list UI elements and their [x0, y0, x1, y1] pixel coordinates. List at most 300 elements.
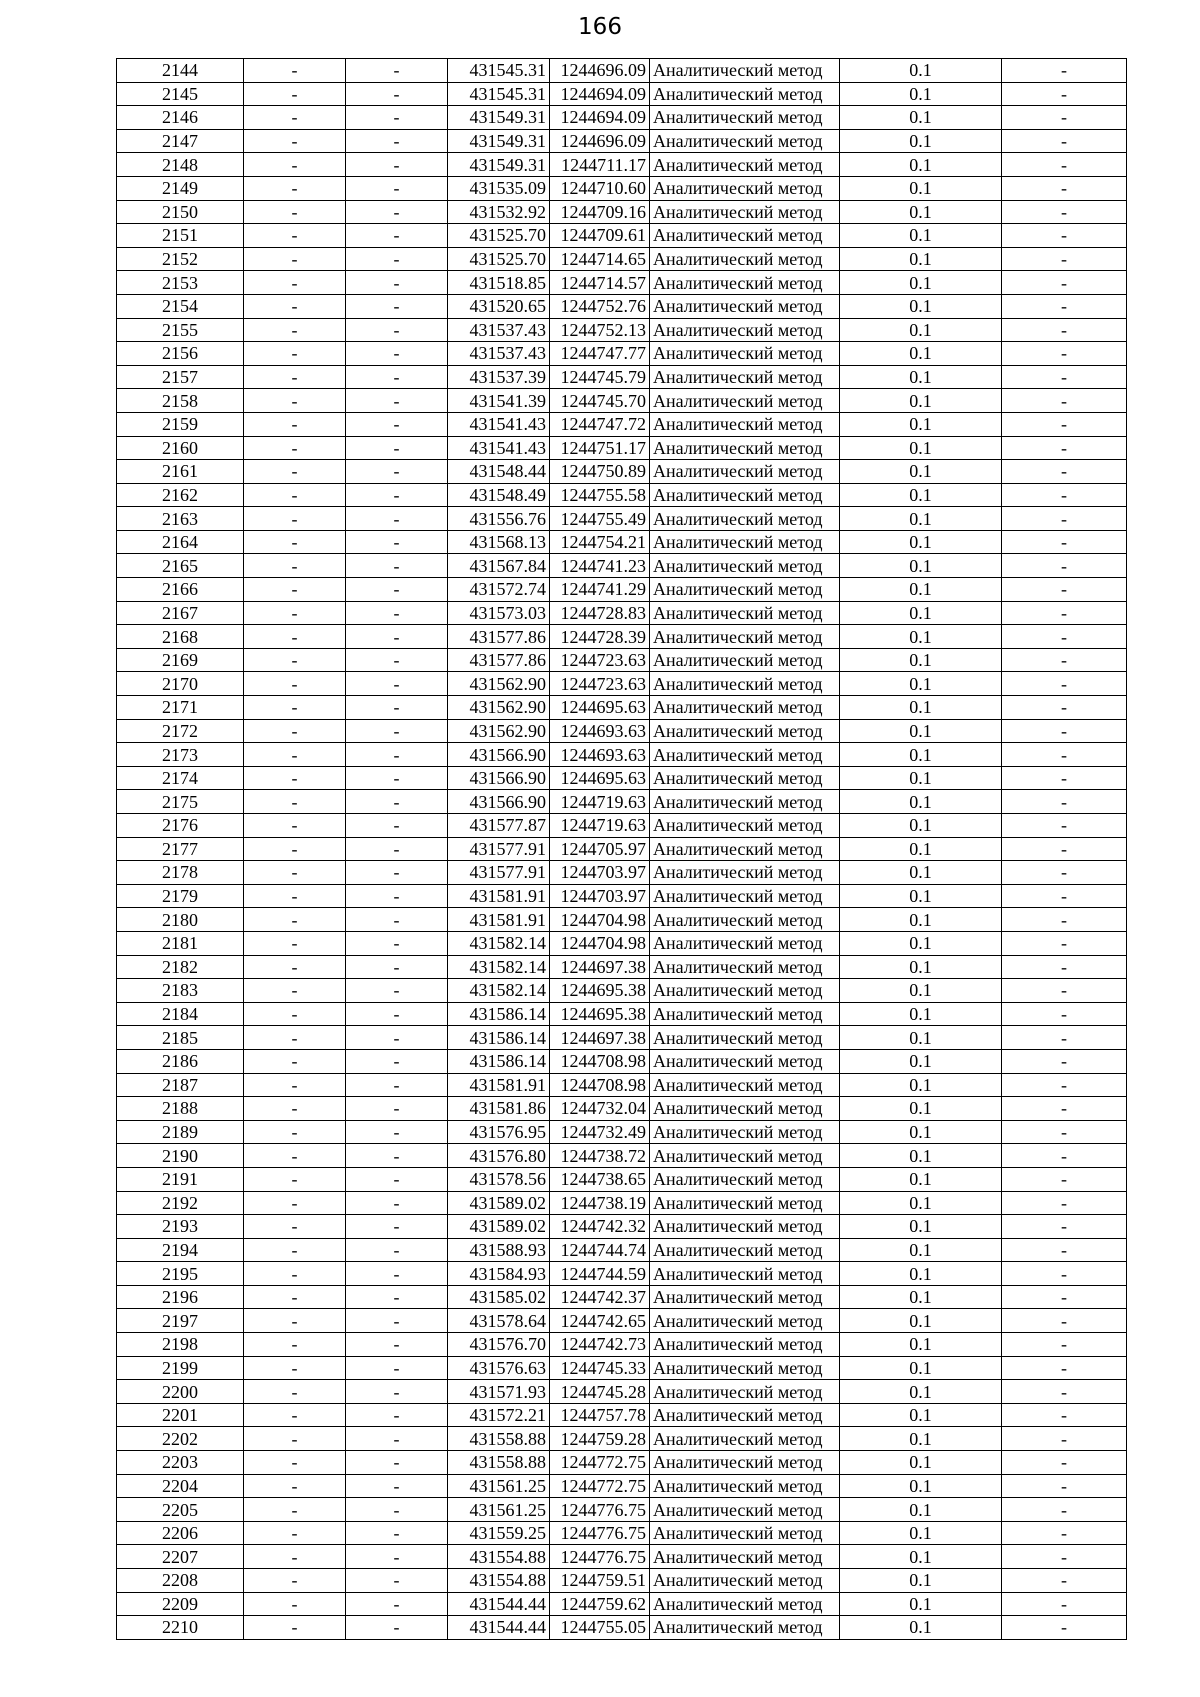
dash-cell: -	[346, 176, 448, 200]
method-cell: Аналитический метод	[650, 1073, 840, 1097]
method-cell: Аналитический метод	[650, 1002, 840, 1026]
page-number: 166	[578, 14, 622, 40]
dash-cell: -	[244, 1191, 346, 1215]
dash-cell: -	[346, 1451, 448, 1475]
dash-cell: -	[244, 743, 346, 767]
dash-cell: -	[1002, 1451, 1127, 1475]
dash-cell: -	[346, 814, 448, 838]
method-cell: Аналитический метод	[650, 790, 840, 814]
point-number-cell: 2208	[117, 1569, 244, 1593]
y-coordinate-cell: 1244714.65	[550, 247, 650, 271]
x-coordinate-cell: 431577.86	[448, 648, 550, 672]
y-coordinate-cell: 1244704.98	[550, 908, 650, 932]
method-cell: Аналитический метод	[650, 554, 840, 578]
point-number-cell: 2173	[117, 743, 244, 767]
accuracy-cell: 0.1	[840, 1616, 1002, 1640]
x-coordinate-cell: 431525.70	[448, 247, 550, 271]
x-coordinate-cell: 431588.93	[448, 1238, 550, 1262]
table-row	[117, 530, 1127, 554]
accuracy-cell: 0.1	[840, 1333, 1002, 1357]
dash-cell: -	[346, 696, 448, 720]
method-cell: Аналитический метод	[650, 1403, 840, 1427]
dash-cell: -	[244, 365, 346, 389]
method-cell: Аналитический метод	[650, 1097, 840, 1121]
point-number-cell: 2161	[117, 460, 244, 484]
dash-cell: -	[244, 507, 346, 531]
table-row	[117, 318, 1127, 342]
dash-cell: -	[346, 1521, 448, 1545]
y-coordinate-cell: 1244755.58	[550, 483, 650, 507]
dash-cell: -	[346, 1333, 448, 1357]
method-cell: Аналитический метод	[650, 1309, 840, 1333]
point-number-cell: 2146	[117, 106, 244, 130]
accuracy-cell: 0.1	[840, 389, 1002, 413]
point-number-cell: 2166	[117, 578, 244, 602]
accuracy-cell: 0.1	[840, 436, 1002, 460]
point-number-cell: 2175	[117, 790, 244, 814]
table-row	[117, 1498, 1127, 1522]
accuracy-cell: 0.1	[840, 554, 1002, 578]
accuracy-cell: 0.1	[840, 342, 1002, 366]
x-coordinate-cell: 431576.63	[448, 1356, 550, 1380]
x-coordinate-cell: 431544.44	[448, 1616, 550, 1640]
dash-cell: -	[346, 365, 448, 389]
accuracy-cell: 0.1	[840, 106, 1002, 130]
y-coordinate-cell: 1244755.05	[550, 1616, 650, 1640]
method-cell: Аналитический метод	[650, 672, 840, 696]
dash-cell: -	[1002, 1309, 1127, 1333]
point-number-cell: 2167	[117, 601, 244, 625]
accuracy-cell: 0.1	[840, 176, 1002, 200]
dash-cell: -	[346, 1120, 448, 1144]
table-row	[117, 1073, 1127, 1097]
point-number-cell: 2210	[117, 1616, 244, 1640]
x-coordinate-cell: 431541.39	[448, 389, 550, 413]
y-coordinate-cell: 1244742.73	[550, 1333, 650, 1357]
table-row	[117, 1451, 1127, 1475]
dash-cell: -	[1002, 436, 1127, 460]
dash-cell: -	[346, 1167, 448, 1191]
method-cell: Аналитический метод	[650, 247, 840, 271]
dash-cell: -	[244, 1120, 346, 1144]
dash-cell: -	[1002, 247, 1127, 271]
point-number-cell: 2182	[117, 955, 244, 979]
dash-cell: -	[244, 1026, 346, 1050]
dash-cell: -	[346, 483, 448, 507]
accuracy-cell: 0.1	[840, 1144, 1002, 1168]
method-cell: Аналитический метод	[650, 1215, 840, 1239]
accuracy-cell: 0.1	[840, 1049, 1002, 1073]
table-row	[117, 743, 1127, 767]
dash-cell: -	[1002, 129, 1127, 153]
table-row	[117, 342, 1127, 366]
y-coordinate-cell: 1244745.28	[550, 1380, 650, 1404]
table-row	[117, 271, 1127, 295]
x-coordinate-cell: 431577.86	[448, 625, 550, 649]
table-row	[117, 1238, 1127, 1262]
table-row	[117, 554, 1127, 578]
x-coordinate-cell: 431537.39	[448, 365, 550, 389]
accuracy-cell: 0.1	[840, 1238, 1002, 1262]
dash-cell: -	[244, 766, 346, 790]
x-coordinate-cell: 431578.56	[448, 1167, 550, 1191]
method-cell: Аналитический метод	[650, 1521, 840, 1545]
y-coordinate-cell: 1244695.63	[550, 696, 650, 720]
dash-cell: -	[244, 648, 346, 672]
dash-cell: -	[244, 1616, 346, 1640]
method-cell: Аналитический метод	[650, 1427, 840, 1451]
dash-cell: -	[244, 1144, 346, 1168]
accuracy-cell: 0.1	[840, 908, 1002, 932]
accuracy-cell: 0.1	[840, 1073, 1002, 1097]
method-cell: Аналитический метод	[650, 696, 840, 720]
method-cell: Аналитический метод	[650, 1569, 840, 1593]
y-coordinate-cell: 1244708.98	[550, 1049, 650, 1073]
method-cell: Аналитический метод	[650, 908, 840, 932]
accuracy-cell: 0.1	[840, 318, 1002, 342]
y-coordinate-cell: 1244705.97	[550, 837, 650, 861]
table-row	[117, 790, 1127, 814]
dash-cell: -	[244, 1167, 346, 1191]
x-coordinate-cell: 431541.43	[448, 412, 550, 436]
method-cell: Аналитический метод	[650, 82, 840, 106]
dash-cell: -	[346, 318, 448, 342]
coordinates-table	[116, 58, 1127, 1640]
dash-cell: -	[244, 979, 346, 1003]
table-row	[117, 224, 1127, 248]
dash-cell: -	[244, 719, 346, 743]
dash-cell: -	[1002, 979, 1127, 1003]
point-number-cell: 2199	[117, 1356, 244, 1380]
y-coordinate-cell: 1244719.63	[550, 790, 650, 814]
method-cell: Аналитический метод	[650, 1616, 840, 1640]
method-cell: Аналитический метод	[650, 294, 840, 318]
dash-cell: -	[346, 1285, 448, 1309]
dash-cell: -	[1002, 106, 1127, 130]
accuracy-cell: 0.1	[840, 766, 1002, 790]
dash-cell: -	[346, 884, 448, 908]
x-coordinate-cell: 431544.44	[448, 1592, 550, 1616]
y-coordinate-cell: 1244752.76	[550, 294, 650, 318]
method-cell: Аналитический метод	[650, 530, 840, 554]
x-coordinate-cell: 431549.31	[448, 153, 550, 177]
accuracy-cell: 0.1	[840, 884, 1002, 908]
y-coordinate-cell: 1244719.63	[550, 814, 650, 838]
dash-cell: -	[244, 530, 346, 554]
point-number-cell: 2181	[117, 931, 244, 955]
method-cell: Аналитический метод	[650, 1451, 840, 1475]
dash-cell: -	[1002, 1073, 1127, 1097]
dash-cell: -	[1002, 1144, 1127, 1168]
x-coordinate-cell: 431554.88	[448, 1545, 550, 1569]
x-coordinate-cell: 431586.14	[448, 1002, 550, 1026]
point-number-cell: 2201	[117, 1403, 244, 1427]
dash-cell: -	[346, 153, 448, 177]
dash-cell: -	[1002, 1120, 1127, 1144]
method-cell: Аналитический метод	[650, 59, 840, 83]
point-number-cell: 2165	[117, 554, 244, 578]
table-row	[117, 837, 1127, 861]
accuracy-cell: 0.1	[840, 979, 1002, 1003]
point-number-cell: 2209	[117, 1592, 244, 1616]
method-cell: Аналитический метод	[650, 1167, 840, 1191]
method-cell: Аналитический метод	[650, 1380, 840, 1404]
dash-cell: -	[1002, 200, 1127, 224]
x-coordinate-cell: 431566.90	[448, 790, 550, 814]
point-number-cell: 2186	[117, 1049, 244, 1073]
y-coordinate-cell: 1244772.75	[550, 1474, 650, 1498]
dash-cell: -	[346, 1380, 448, 1404]
dash-cell: -	[244, 672, 346, 696]
method-cell: Аналитический метод	[650, 318, 840, 342]
x-coordinate-cell: 431582.14	[448, 931, 550, 955]
dash-cell: -	[244, 129, 346, 153]
table-row	[117, 1545, 1127, 1569]
dash-cell: -	[1002, 719, 1127, 743]
method-cell: Аналитический метод	[650, 648, 840, 672]
dash-cell: -	[244, 342, 346, 366]
y-coordinate-cell: 1244759.51	[550, 1569, 650, 1593]
point-number-cell: 2151	[117, 224, 244, 248]
dash-cell: -	[346, 530, 448, 554]
accuracy-cell: 0.1	[840, 460, 1002, 484]
dash-cell: -	[346, 743, 448, 767]
y-coordinate-cell: 1244759.28	[550, 1427, 650, 1451]
dash-cell: -	[244, 106, 346, 130]
x-coordinate-cell: 431554.88	[448, 1569, 550, 1593]
y-coordinate-cell: 1244751.17	[550, 436, 650, 460]
y-coordinate-cell: 1244695.38	[550, 1002, 650, 1026]
dash-cell: -	[346, 1215, 448, 1239]
dash-cell: -	[244, 554, 346, 578]
dash-cell: -	[1002, 342, 1127, 366]
accuracy-cell: 0.1	[840, 1569, 1002, 1593]
dash-cell: -	[346, 436, 448, 460]
method-cell: Аналитический метод	[650, 1592, 840, 1616]
method-cell: Аналитический метод	[650, 176, 840, 200]
x-coordinate-cell: 431572.21	[448, 1403, 550, 1427]
y-coordinate-cell: 1244697.38	[550, 1026, 650, 1050]
accuracy-cell: 0.1	[840, 1451, 1002, 1475]
method-cell: Аналитический метод	[650, 483, 840, 507]
accuracy-cell: 0.1	[840, 271, 1002, 295]
dash-cell: -	[346, 294, 448, 318]
dash-cell: -	[244, 389, 346, 413]
y-coordinate-cell: 1244738.72	[550, 1144, 650, 1168]
y-coordinate-cell: 1244714.57	[550, 271, 650, 295]
y-coordinate-cell: 1244723.63	[550, 648, 650, 672]
point-number-cell: 2172	[117, 719, 244, 743]
point-number-cell: 2149	[117, 176, 244, 200]
x-coordinate-cell: 431581.86	[448, 1097, 550, 1121]
x-coordinate-cell: 431582.14	[448, 955, 550, 979]
method-cell: Аналитический метод	[650, 153, 840, 177]
method-cell: Аналитический метод	[650, 1474, 840, 1498]
y-coordinate-cell: 1244694.09	[550, 106, 650, 130]
x-coordinate-cell: 431559.25	[448, 1521, 550, 1545]
dash-cell: -	[244, 247, 346, 271]
dash-cell: -	[1002, 224, 1127, 248]
point-number-cell: 2205	[117, 1498, 244, 1522]
x-coordinate-cell: 431586.14	[448, 1026, 550, 1050]
accuracy-cell: 0.1	[840, 931, 1002, 955]
dash-cell: -	[346, 625, 448, 649]
x-coordinate-cell: 431548.49	[448, 483, 550, 507]
dash-cell: -	[244, 1545, 346, 1569]
dash-cell: -	[244, 294, 346, 318]
point-number-cell: 2164	[117, 530, 244, 554]
accuracy-cell: 0.1	[840, 1474, 1002, 1498]
table-row	[117, 507, 1127, 531]
method-cell: Аналитический метод	[650, 129, 840, 153]
method-cell: Аналитический метод	[650, 979, 840, 1003]
dash-cell: -	[346, 507, 448, 531]
method-cell: Аналитический метод	[650, 1545, 840, 1569]
method-cell: Аналитический метод	[650, 1356, 840, 1380]
x-coordinate-cell: 431586.14	[448, 1049, 550, 1073]
dash-cell: -	[244, 814, 346, 838]
x-coordinate-cell: 431589.02	[448, 1191, 550, 1215]
dash-cell: -	[346, 766, 448, 790]
point-number-cell: 2152	[117, 247, 244, 271]
y-coordinate-cell: 1244693.63	[550, 743, 650, 767]
table-row	[117, 389, 1127, 413]
method-cell: Аналитический метод	[650, 1262, 840, 1286]
table-row	[117, 1309, 1127, 1333]
method-cell: Аналитический метод	[650, 578, 840, 602]
dash-cell: -	[244, 153, 346, 177]
y-coordinate-cell: 1244744.59	[550, 1262, 650, 1286]
accuracy-cell: 0.1	[840, 1545, 1002, 1569]
dash-cell: -	[244, 460, 346, 484]
x-coordinate-cell: 431558.88	[448, 1427, 550, 1451]
dash-cell: -	[346, 1545, 448, 1569]
point-number-cell: 2158	[117, 389, 244, 413]
dash-cell: -	[1002, 412, 1127, 436]
dash-cell: -	[346, 554, 448, 578]
point-number-cell: 2193	[117, 1215, 244, 1239]
y-coordinate-cell: 1244742.32	[550, 1215, 650, 1239]
y-coordinate-cell: 1244738.19	[550, 1191, 650, 1215]
accuracy-cell: 0.1	[840, 530, 1002, 554]
accuracy-cell: 0.1	[840, 1262, 1002, 1286]
accuracy-cell: 0.1	[840, 861, 1002, 885]
dash-cell: -	[1002, 1616, 1127, 1640]
accuracy-cell: 0.1	[840, 59, 1002, 83]
dash-cell: -	[244, 790, 346, 814]
x-coordinate-cell: 431582.14	[448, 979, 550, 1003]
point-number-cell: 2195	[117, 1262, 244, 1286]
accuracy-cell: 0.1	[840, 153, 1002, 177]
dash-cell: -	[1002, 1403, 1127, 1427]
table-row	[117, 247, 1127, 271]
accuracy-cell: 0.1	[840, 1026, 1002, 1050]
accuracy-cell: 0.1	[840, 412, 1002, 436]
y-coordinate-cell: 1244696.09	[550, 59, 650, 83]
x-coordinate-cell: 431562.90	[448, 696, 550, 720]
point-number-cell: 2192	[117, 1191, 244, 1215]
table-row	[117, 1427, 1127, 1451]
point-number-cell: 2202	[117, 1427, 244, 1451]
accuracy-cell: 0.1	[840, 814, 1002, 838]
point-number-cell: 2174	[117, 766, 244, 790]
table-row	[117, 294, 1127, 318]
dash-cell: -	[1002, 1380, 1127, 1404]
point-number-cell: 2204	[117, 1474, 244, 1498]
dash-cell: -	[244, 1498, 346, 1522]
dash-cell: -	[1002, 1285, 1127, 1309]
point-number-cell: 2180	[117, 908, 244, 932]
method-cell: Аналитический метод	[650, 1144, 840, 1168]
table-row	[117, 460, 1127, 484]
dash-cell: -	[346, 412, 448, 436]
table-row	[117, 955, 1127, 979]
dash-cell: -	[244, 59, 346, 83]
point-number-cell: 2162	[117, 483, 244, 507]
table-row	[117, 1215, 1127, 1239]
accuracy-cell: 0.1	[840, 224, 1002, 248]
dash-cell: -	[244, 696, 346, 720]
point-number-cell: 2207	[117, 1545, 244, 1569]
x-coordinate-cell: 431520.65	[448, 294, 550, 318]
table-row	[117, 200, 1127, 224]
table-row	[117, 153, 1127, 177]
dash-cell: -	[244, 1238, 346, 1262]
dash-cell: -	[346, 931, 448, 955]
dash-cell: -	[1002, 1167, 1127, 1191]
dash-cell: -	[244, 1403, 346, 1427]
point-number-cell: 2163	[117, 507, 244, 531]
table-row	[117, 979, 1127, 1003]
dash-cell: -	[346, 1592, 448, 1616]
dash-cell: -	[1002, 318, 1127, 342]
method-cell: Аналитический метод	[650, 460, 840, 484]
accuracy-cell: 0.1	[840, 1356, 1002, 1380]
dash-cell: -	[1002, 1097, 1127, 1121]
method-cell: Аналитический метод	[650, 601, 840, 625]
table-row	[117, 1262, 1127, 1286]
dash-cell: -	[346, 1616, 448, 1640]
dash-cell: -	[244, 1427, 346, 1451]
x-coordinate-cell: 431566.90	[448, 766, 550, 790]
method-cell: Аналитический метод	[650, 743, 840, 767]
dash-cell: -	[346, 672, 448, 696]
accuracy-cell: 0.1	[840, 247, 1002, 271]
table-row	[117, 696, 1127, 720]
table-row	[117, 719, 1127, 743]
dash-cell: -	[346, 271, 448, 295]
dash-cell: -	[1002, 82, 1127, 106]
point-number-cell: 2179	[117, 884, 244, 908]
dash-cell: -	[1002, 1592, 1127, 1616]
table-row	[117, 1592, 1127, 1616]
dash-cell: -	[1002, 884, 1127, 908]
dash-cell: -	[1002, 601, 1127, 625]
dash-cell: -	[1002, 814, 1127, 838]
table-row	[117, 861, 1127, 885]
table-row	[117, 1474, 1127, 1498]
table-row	[117, 1403, 1127, 1427]
dash-cell: -	[1002, 648, 1127, 672]
dash-cell: -	[244, 1474, 346, 1498]
x-coordinate-cell: 431558.88	[448, 1451, 550, 1475]
y-coordinate-cell: 1244776.75	[550, 1521, 650, 1545]
dash-cell: -	[1002, 1191, 1127, 1215]
dash-cell: -	[244, 1285, 346, 1309]
point-number-cell: 2189	[117, 1120, 244, 1144]
accuracy-cell: 0.1	[840, 1309, 1002, 1333]
table-row	[117, 931, 1127, 955]
